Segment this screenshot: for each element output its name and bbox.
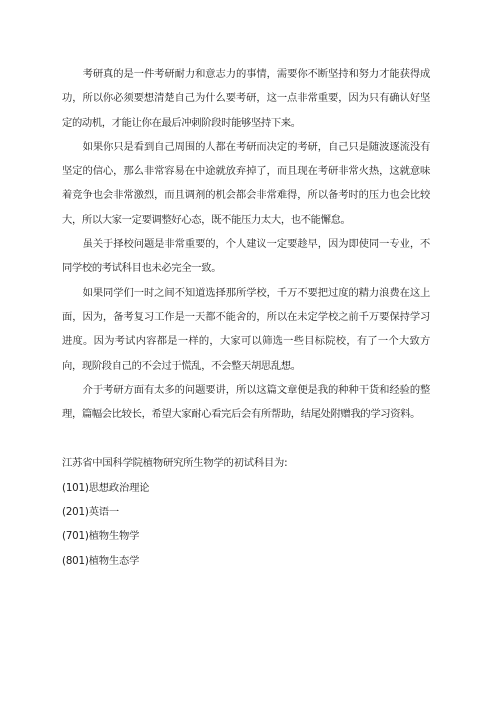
exam-subject-item: (201)英语一 (62, 506, 119, 519)
paragraph-1: 考研真的是一件考研耐力和意志力的事情，需要你不断坚持和努力才能获得成功，所以你必须要想清楚自己为什么要考研，这一点非常重要，因为只有确认好坚定的动机，才能让你在最后冲刺阶段时能够坚持下来。 (62, 68, 430, 129)
exam-subject-item: (101)思想政治理论 (62, 481, 150, 494)
exam-subjects-list (62, 476, 430, 573)
exam-subject-item: (801)植物生态学 (62, 554, 140, 567)
exam-subject-item: (701)植物生物学 (62, 530, 140, 543)
paragraph-3: 虽关于择校问题是非常重要的，个人建议一定要趁早，因为即使同一专业，不同学校的考试科目也未必完全一致。 (62, 238, 430, 275)
exam-subjects-intro: 江苏省中国科学院植物研究所生物学的初试科目为: (62, 457, 288, 470)
paragraph-4: 如果同学们一时之间不知道选择那所学校，千万不要把过度的精力浪费在这上面，因为，备考复习工作是一天都不能舍的，所以在未定学校之前千万要保持学习进度。因为考试内容都是一样的，大家可以筛选一些目标院校，有了一个大致方向，现阶段自己的不会过于慌乱，不会整天胡思乱想。 (62, 286, 430, 372)
paragraph-5: 介于考研方面有太多的问题要讲，所以这篇文章便是我的种种干货和经验的整理，篇幅会比较长，希望大家耐心看完后会有所帮助，结尾处附赠我的学习资料。 (62, 383, 430, 421)
paragraph-2: 如果你只是看到自己周围的人都在考研而决定的考研，自己只是随波逐流没有坚定的信心，那么非常容易在中途就放弃掉了，而且现在考研非常火热，这就意味着竞争也会非常激烈，而且调剂的机会都会非常难得，所以备考时的压力也会比较大，所以大家一定要调整好心态，既不能压力太大，也不能懈怠。 (62, 140, 430, 226)
